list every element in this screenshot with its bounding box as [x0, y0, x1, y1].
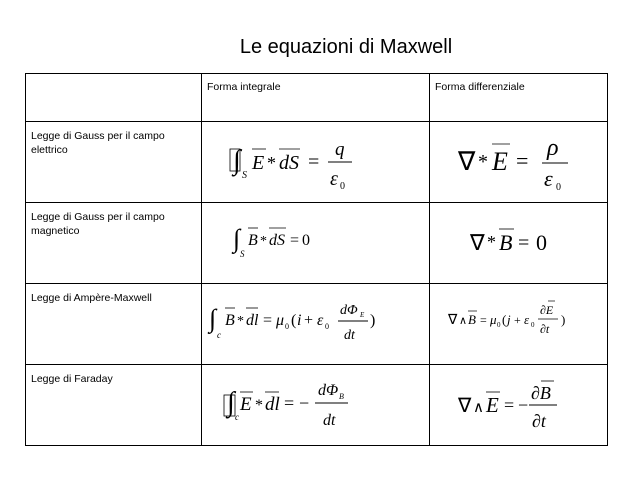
equals-sign: = — [504, 395, 515, 415]
equals-sign: = — [263, 312, 273, 329]
epsilon-subscript: 0 — [531, 321, 535, 329]
cross-product-sign: ∧ — [473, 400, 484, 416]
law-name-cell — [26, 365, 202, 446]
current-symbol: i — [297, 312, 302, 329]
integral-form-cell — [202, 365, 430, 446]
differential-form-cell — [430, 365, 608, 446]
line-element: dl — [265, 394, 280, 415]
field-symbol: B — [468, 312, 476, 327]
nabla-symbol: ∇ — [458, 147, 476, 176]
differential-form-cell — [430, 284, 608, 365]
page-title — [0, 36, 640, 59]
surface-element: dS — [269, 232, 285, 249]
equals-sign: = — [308, 151, 320, 173]
header-empty-cell — [26, 74, 202, 122]
integral-equation — [202, 284, 430, 364]
equals-sign: = — [516, 148, 529, 173]
header-differential-label: Forma differenziale — [435, 81, 525, 93]
differential-equation — [430, 203, 608, 283]
flux-numerator: dΦ — [318, 382, 339, 399]
rhs-value: 0 — [302, 232, 310, 249]
derivative-denominator: ∂t — [540, 322, 550, 336]
mu-subscript: 0 — [285, 322, 289, 331]
law-name: Legge di Faraday — [31, 373, 113, 385]
current-density-symbol: j — [507, 312, 511, 327]
header-differential-cell — [430, 74, 608, 122]
differential-equation — [430, 122, 608, 202]
equals-sign: = — [290, 232, 300, 249]
maxwell-equations-table — [25, 73, 608, 446]
denominator-subscript: 0 — [340, 181, 345, 192]
header-integral-cell — [202, 74, 430, 122]
mu-subscript: 0 — [497, 321, 501, 329]
product-sign: * — [255, 397, 263, 414]
differential-equation — [430, 284, 608, 364]
mu-symbol: μ — [490, 312, 497, 327]
field-symbol: B — [248, 232, 258, 249]
title-text: Le equazioni di Maxwell — [239, 36, 453, 58]
law-name-cell — [26, 284, 202, 365]
differential-form-cell — [430, 122, 608, 203]
fraction-denominator: ε — [544, 166, 553, 191]
open-paren: ( — [502, 312, 507, 327]
nabla-symbol: ∇ — [448, 313, 458, 328]
row-ampere-maxwell — [26, 284, 608, 365]
epsilon-symbol: ε — [317, 312, 324, 329]
field-symbol: E — [252, 152, 265, 174]
product-sign: * — [237, 314, 244, 329]
integral-form-cell — [202, 284, 430, 365]
field-symbol: E — [486, 393, 499, 417]
rhs-value: 0 — [536, 230, 547, 255]
law-name-cell — [26, 203, 202, 284]
header-integral-label: Forma integrale — [207, 81, 281, 93]
derivative-numerator: ∂B — [531, 383, 551, 403]
product-sign: * — [487, 232, 496, 252]
field-symbol: B — [499, 230, 513, 255]
product-sign: * — [267, 153, 276, 173]
integral-form-cell — [202, 122, 430, 203]
header-row — [26, 74, 608, 122]
line-element: dl — [246, 312, 259, 329]
close-paren: ) — [370, 312, 376, 329]
row-gauss-electric — [26, 122, 608, 203]
integral-equation — [202, 365, 430, 445]
close-paren: ) — [561, 312, 566, 327]
flux-subscript: B — [339, 392, 344, 401]
plus-sign: + — [304, 312, 314, 329]
fraction-numerator: q — [335, 139, 345, 160]
integral-equation — [202, 203, 430, 283]
integral-form-cell — [202, 203, 430, 284]
equals-sign: = — [284, 393, 295, 413]
minus-sign: − — [299, 393, 310, 413]
nabla-symbol: ∇ — [458, 395, 472, 417]
flux-numerator: dΦ — [340, 303, 358, 318]
row-faraday — [26, 365, 608, 446]
law-name-cell — [26, 122, 202, 203]
differential-equation — [430, 365, 608, 445]
cross-product-sign: ∧ — [459, 315, 468, 327]
integral-sign: ∫ — [233, 224, 241, 253]
product-sign: * — [478, 151, 488, 173]
row-gauss-magnetic — [26, 203, 608, 284]
flux-denominator: dt — [344, 328, 355, 343]
integral-sign: ∫ — [233, 145, 241, 176]
law-name: Legge di Ampère-Maxwell — [31, 292, 152, 304]
derivative-denominator: ∂t — [532, 411, 546, 431]
nabla-symbol: ∇ — [470, 230, 485, 255]
fraction-numerator: ρ — [547, 135, 559, 161]
flux-denominator: dt — [323, 412, 336, 429]
field-symbol: E — [492, 147, 508, 176]
product-sign: * — [260, 234, 267, 249]
derivative-numerator: ∂E — [540, 303, 554, 317]
epsilon-symbol: ε — [524, 312, 530, 327]
integral-path: c — [235, 412, 239, 422]
integral-domain: S — [242, 170, 247, 181]
equals-sign: = — [518, 232, 530, 254]
integral-sign: ∫ — [209, 304, 217, 333]
equals-sign: = — [480, 313, 487, 327]
law-name: Legge di Gauss per il campo magnetico — [31, 211, 165, 237]
denominator-subscript: 0 — [556, 182, 561, 193]
field-symbol: E — [240, 394, 252, 415]
fraction-denominator: ε — [330, 168, 338, 190]
plus-sign: + — [514, 313, 521, 327]
flux-subscript: E — [360, 311, 365, 319]
surface-element: dS — [279, 152, 299, 174]
integral-domain: S — [240, 249, 245, 259]
integral-path: c — [217, 330, 221, 340]
epsilon-subscript: 0 — [325, 322, 329, 331]
differential-form-cell — [430, 203, 608, 284]
minus-sign: − — [518, 395, 529, 415]
law-name: Legge di Gauss per il campo elettrico — [31, 130, 165, 156]
integral-sign: ∫ — [227, 387, 235, 418]
integral-equation — [202, 122, 430, 202]
field-symbol: B — [225, 312, 235, 329]
mu-symbol: μ — [276, 312, 285, 329]
open-paren: ( — [291, 312, 297, 329]
